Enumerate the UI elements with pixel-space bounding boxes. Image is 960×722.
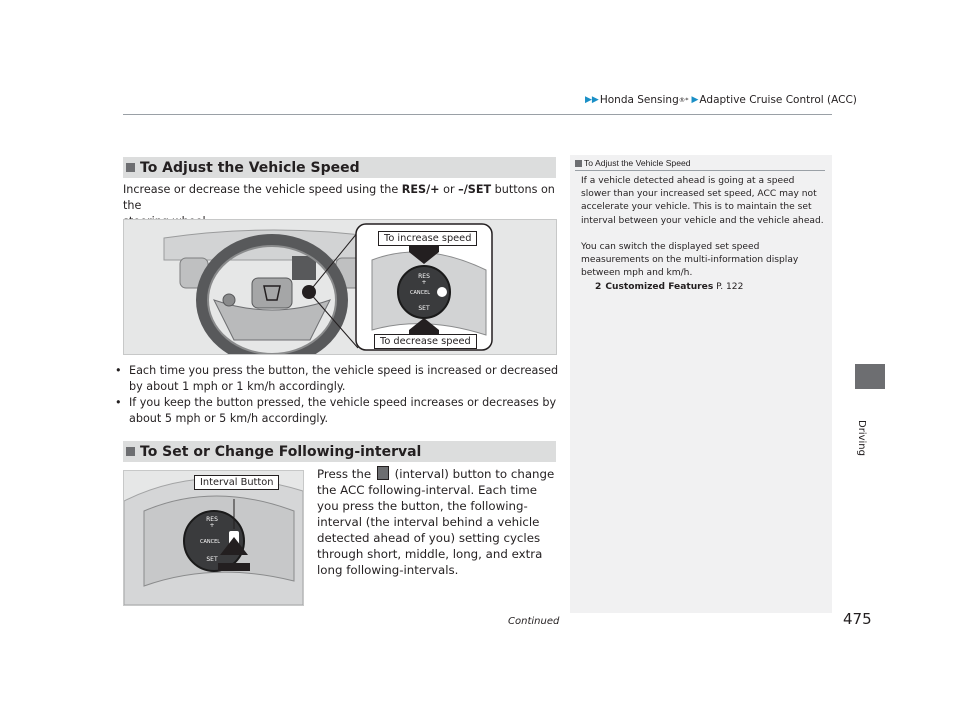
interval-button-illustration [124, 471, 303, 605]
cross-reference-arrow-icon: 2 [595, 282, 602, 292]
intro-text: Increase or decrease the vehicle speed using the [123, 183, 402, 196]
breadcrumb-superscript: ®* [678, 96, 689, 104]
paragraph-text: (interval) button to change the [317, 467, 555, 497]
note-square-icon [575, 160, 582, 167]
intro-text: or [439, 183, 459, 196]
breadcrumb-item-honda-sensing[interactable]: Honda Sensing [599, 94, 679, 106]
res-button-text: RES [418, 273, 430, 280]
res-plus-label: RES/+ [401, 183, 440, 196]
breadcrumb-arrow-icon: ▶ [691, 95, 699, 105]
callout-increase-speed: To increase speed [378, 231, 477, 246]
chapter-tab-marker [855, 364, 885, 389]
minus-set-label: –/SET [458, 183, 492, 196]
bullet-dot-icon: • [115, 396, 122, 409]
section-title: To Adjust the Vehicle Speed [140, 159, 360, 176]
plus-button-text: + [421, 279, 427, 286]
set-button-text: SET [206, 556, 218, 563]
cancel-button-text: CANCEL [199, 539, 221, 545]
steering-wheel-figure [123, 219, 557, 355]
section-heading-following-interval [123, 441, 556, 462]
bullet-item [115, 395, 560, 427]
side-note-paragraph: If a vehicle detected ahead is going at a speed slower than your increased set speed, ACC may not accelerate your vehicle. This is to maintain the set interval between your vehicle and the vehicle ahead. [581, 176, 824, 226]
cross-reference-label[interactable]: Customized Features [605, 282, 714, 292]
breadcrumb-item-acc[interactable]: Adaptive Cruise Control (ACC) [699, 94, 857, 106]
side-note-divider [575, 170, 825, 171]
paragraph-text: Press the [317, 467, 372, 481]
bullet-dot-icon: • [115, 364, 122, 377]
heading-square-icon [126, 447, 135, 456]
bullet-text: If you keep the button pressed, the vehicle speed increases or decreases by about 5 mph or 5 km/h accordingly. [129, 396, 557, 425]
bullet-item [115, 363, 560, 395]
bullet-text: Each time you press the button, the vehicle speed is increased or decreased by about 1 mph or 1 km/h accordingly. [129, 364, 559, 393]
side-note-title [575, 158, 691, 168]
intro-text: buttons on the [123, 183, 555, 212]
breadcrumb-arrow-icon: ▶▶ [585, 95, 599, 105]
callout-decrease-speed: To decrease speed [374, 334, 477, 349]
breadcrumb [585, 94, 857, 106]
header-divider [123, 114, 832, 115]
side-note-body [581, 175, 825, 280]
plus-button-text: + [209, 522, 215, 529]
cross-reference-page: P. 122 [716, 282, 744, 292]
cross-reference-link[interactable] [595, 282, 743, 292]
paragraph-text: ACC following-interval. Each time you press the button, the following-interval (the interval behind a vehicle detected ahead of you) setting cycles through short, middle, long, and extra long following-intervals. [317, 483, 543, 577]
set-button-text: SET [418, 305, 430, 312]
continued-label: Continued [508, 616, 560, 627]
chapter-tab-label[interactable]: Driving [856, 420, 867, 456]
interval-icon [377, 466, 389, 480]
heading-square-icon [126, 163, 135, 172]
steering-wheel-illustration [124, 220, 556, 354]
cancel-button-text: CANCEL [409, 290, 431, 296]
side-note-title-text: To Adjust the Vehicle Speed [584, 158, 691, 168]
callout-interval-button: Interval Button [194, 475, 279, 490]
side-note-paragraph: You can switch the displayed set speed measurements on the multi-information display between mph and km/h. [581, 241, 799, 279]
page-number: 475 [843, 610, 872, 628]
section2-paragraph [317, 466, 557, 578]
section-title: To Set or Change Following-interval [140, 443, 422, 460]
interval-button-figure [123, 470, 304, 606]
res-button-text: RES [206, 516, 218, 523]
section-heading-adjust-speed [123, 157, 556, 178]
